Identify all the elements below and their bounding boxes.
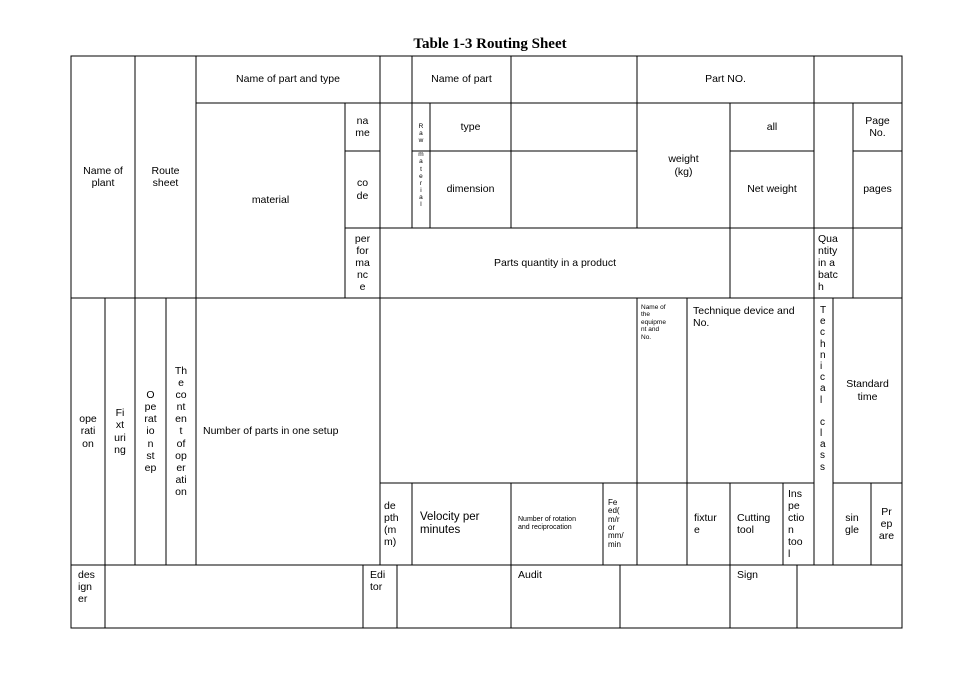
fixture-cell: fixtur e	[694, 511, 717, 536]
operation-step-cell: O pe rat io n st ep	[144, 389, 157, 474]
name-label-cell: na me	[355, 114, 370, 139]
rotation-cell: Number of rotation and reciprocation	[518, 515, 576, 531]
sign-cell: Sign	[737, 569, 759, 581]
type-cell: type	[460, 120, 481, 133]
velocity-cell: Velocity per minutes	[420, 510, 480, 536]
code-label-cell: co de	[356, 177, 369, 202]
all-cell: all	[766, 120, 778, 133]
performance-label-cell: per for ma nc e	[354, 232, 371, 294]
net-weight-cell: Net weight	[747, 183, 797, 196]
pages-cell: pages	[863, 183, 892, 196]
cutting-tool-cell: Cutting tool	[737, 511, 771, 536]
fixturing-cell: Fi xt uri ng	[114, 407, 126, 456]
page-no-cell: Page No.	[865, 114, 890, 139]
quantity-in-batch-cell: Qua ntity in a batc h	[818, 232, 838, 294]
equipment-cell: Name of the equipme nt and No.	[641, 304, 666, 341]
route-sheet-cell: Route sheet	[151, 164, 180, 189]
name-of-plant-cell: Name of plant	[83, 164, 123, 189]
content-of-operation-cell: Th e co nt en t of op er ati on	[174, 365, 188, 498]
weight-kg-cell: weight (kg)	[668, 153, 699, 178]
audit-cell: Audit	[518, 569, 542, 581]
single-cell: sin gle	[844, 511, 859, 536]
depth-cell: de pth (m m)	[384, 499, 399, 549]
part-no-cell: Part NO.	[705, 73, 746, 86]
technique-device-cell: Technique device and No.	[693, 305, 795, 330]
name-of-part-and-type-cell: Name of part and type	[236, 73, 340, 86]
prepare-cell: Pr ep are	[878, 505, 895, 543]
name-of-part-cell: Name of part	[431, 73, 492, 86]
editor-cell: Edi tor	[370, 569, 386, 594]
parts-in-setup-cell: Number of parts in one setup	[203, 425, 339, 438]
designer-cell: des ign er	[78, 569, 95, 606]
material-cell: material	[251, 194, 290, 207]
parts-quantity-cell: Parts quantity in a product	[494, 256, 616, 269]
technical-class-cell: T e c h n i c a l c l a s s	[820, 305, 827, 473]
raw-material-cell: R a w m a t e r i a l	[418, 123, 424, 208]
standard-time-cell: Standard time	[846, 378, 889, 403]
inspection-tool-cell: Ins pe ctio n too l	[788, 487, 805, 561]
feed-cell: Fe ed( m/r or mm/ min	[608, 497, 624, 549]
operation-cell: ope rati on	[79, 413, 97, 450]
table-title: Table 1-3 Routing Sheet	[413, 36, 567, 52]
dimension-cell: dimension	[446, 183, 495, 196]
